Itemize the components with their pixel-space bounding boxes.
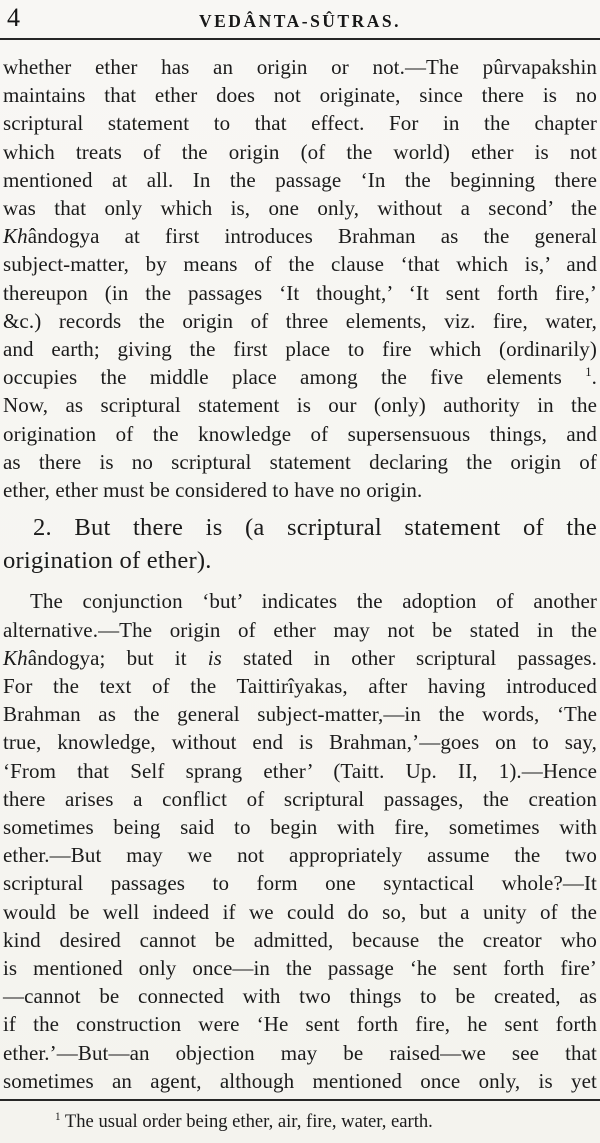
text-line: ether.—But may we not appropriately assume the two <box>3 843 597 868</box>
text-line: Khândogya; but it is stated in other scriptural passages. <box>3 645 597 670</box>
footnote-area <box>0 1099 600 1143</box>
text-line: true, knowledge, without end is Brahman,’—goes on to say, <box>3 730 597 755</box>
text-line: ether.’—But—an objection may be raised—we see that <box>3 1040 597 1065</box>
text-line: which treats of the origin (of the world) ether is not <box>3 139 597 164</box>
text-line: subject-matter, by means of the clause ‘that which is,’ and <box>3 252 597 277</box>
text-line: mentioned at all. In the passage ‘In the beginning there <box>3 167 597 192</box>
text-line: scriptural statement to that effect. For in the chapter <box>3 111 597 136</box>
text-line: Brahman as the general subject-matter,—in the words, ‘The <box>3 702 597 727</box>
text-line: The conjunction ‘but’ indicates the adoption of another <box>30 589 597 614</box>
text-line: as there is no scriptural statement declaring the origin of <box>3 449 597 474</box>
footnote: $^1$ The usual order being ether, air, fire, water, earth. <box>55 1110 433 1132</box>
running-title: VEDÂNTA-SÛTRAS. <box>199 11 401 31</box>
text-line: origination of ether). <box>3 546 212 574</box>
running-head <box>0 0 600 38</box>
text-line: alternative.—The origin of ether may not be stated in the <box>3 617 597 642</box>
text-line: &c.) records the origin of three elements, viz. fire, water, <box>3 308 597 333</box>
text-line: Now, as scriptural statement is our (only) authority in the <box>3 393 597 418</box>
paragraph-commentary <box>3 587 597 1095</box>
text-line: thereupon (in the passages ‘It thought,’ ‘It sent forth fire,’ <box>3 280 597 305</box>
page-number: 4 <box>7 3 20 32</box>
text-line: was that only which is, one only, without a second’ the <box>3 196 597 221</box>
text-line: whether ether has an origin or not.—The pûrvapakshin <box>3 55 597 79</box>
paragraph-continuation <box>3 53 597 504</box>
text-line: ether, ether must be considered to have no origin. <box>3 478 423 503</box>
text-line: occupies the middle place among the five elements $^1$. <box>3 365 597 390</box>
text-line: ‘From that Self sprang ether’ (Taitt. Up. II, 1).—Hence <box>3 758 597 783</box>
text-line: scriptural passages to form one syntactical whole?—It <box>3 871 597 896</box>
text-line: there arises a conflict of scriptural passages, the creation <box>3 786 597 811</box>
text-line: would be well indeed if we could do so, but a unity of the <box>3 899 597 924</box>
page-body <box>0 40 600 1095</box>
sutra-2 <box>3 512 597 577</box>
text-line: and earth; giving the first place to fire which (ordinarily) <box>3 337 597 362</box>
text-line: kind desired cannot be admitted, because the creator who <box>3 927 597 952</box>
text-line: maintains that ether does not originate, since there is no <box>3 83 597 108</box>
text-line: if the construction were ‘He sent forth fire, he sent forth <box>3 1012 597 1037</box>
text-line: 2. But there is (a scriptural statement of the <box>33 514 597 542</box>
text-line: For the text of the Taittirîyakas, after having introduced <box>3 674 597 699</box>
text-line: sometimes being said to begin with fire, sometimes with <box>3 815 597 840</box>
text-line: —cannot be connected with two things to be created, as <box>3 984 597 1009</box>
text-line: is mentioned only once—in the passage ‘he sent forth fire’ <box>3 956 597 981</box>
text-line: sometimes an agent, although mentioned once only, is yet <box>3 1068 597 1093</box>
text-line: origination of the knowledge of supersensuous things, and <box>3 421 597 446</box>
text-line: Khândogya at first introduces Brahman as the general <box>3 224 597 249</box>
